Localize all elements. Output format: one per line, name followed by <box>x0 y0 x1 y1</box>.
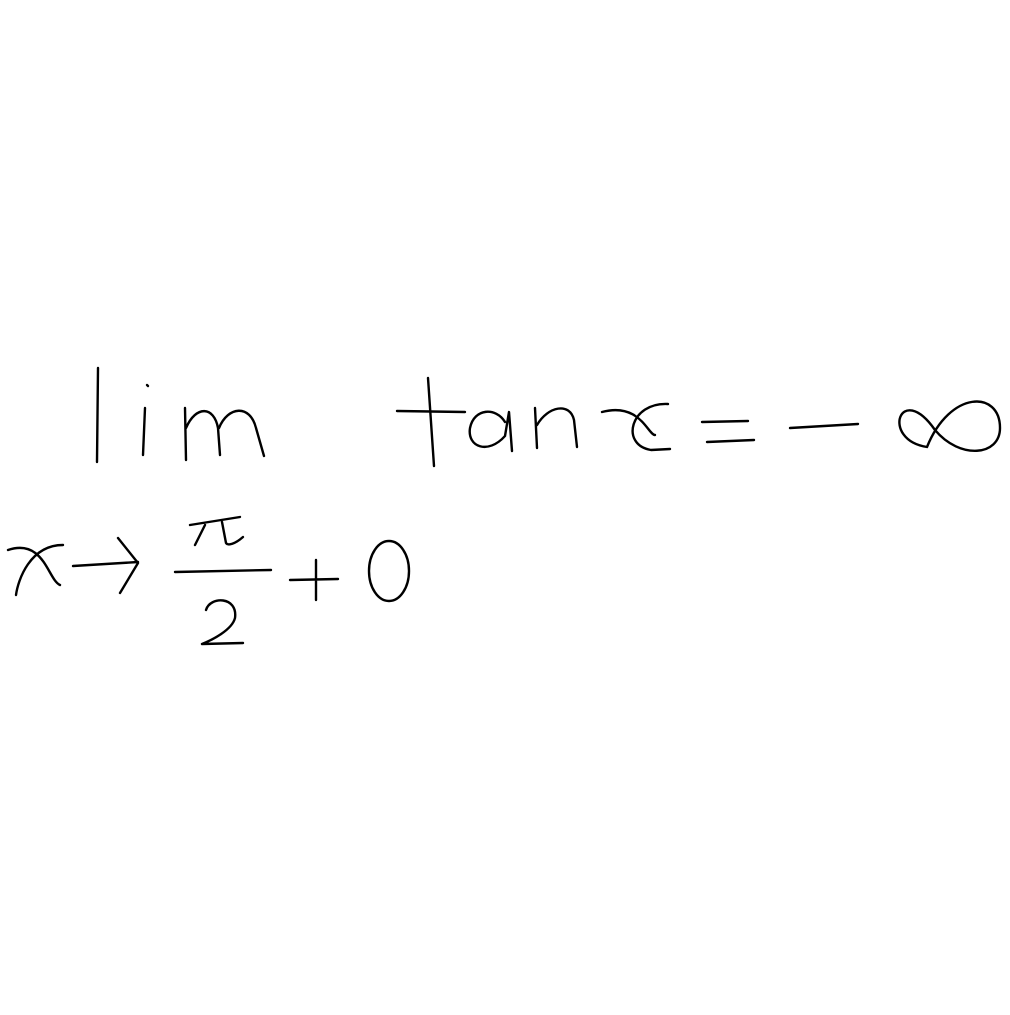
plus-stroke <box>290 560 338 600</box>
tan-n-stroke <box>535 408 577 448</box>
negative-infinity <box>790 402 1000 451</box>
x-variable-stroke <box>602 404 670 450</box>
minus-stroke <box>790 424 858 428</box>
fraction-bar <box>175 570 271 572</box>
tan-t-cross <box>397 411 465 412</box>
equals-bottom-line <box>707 440 754 442</box>
equals-sign <box>702 421 754 442</box>
limit-subscript <box>8 517 409 644</box>
tan-a-stroke <box>470 412 512 451</box>
arrow-icon <box>73 538 138 593</box>
zero-stroke <box>369 541 409 601</box>
equals-top-line <box>702 421 748 422</box>
infinity-icon <box>899 402 1000 451</box>
tan-t-stem <box>428 378 434 466</box>
lim-l-stroke <box>97 368 98 462</box>
lim-i-stem <box>143 408 145 455</box>
tan-function <box>397 378 670 466</box>
pi-numerator-stroke <box>190 517 243 545</box>
denominator-2-stroke <box>202 600 243 644</box>
lim-operator <box>97 368 264 462</box>
lim-i-dot <box>147 385 148 386</box>
lim-m-stroke <box>185 408 264 460</box>
sub-x-stroke <box>8 545 63 595</box>
